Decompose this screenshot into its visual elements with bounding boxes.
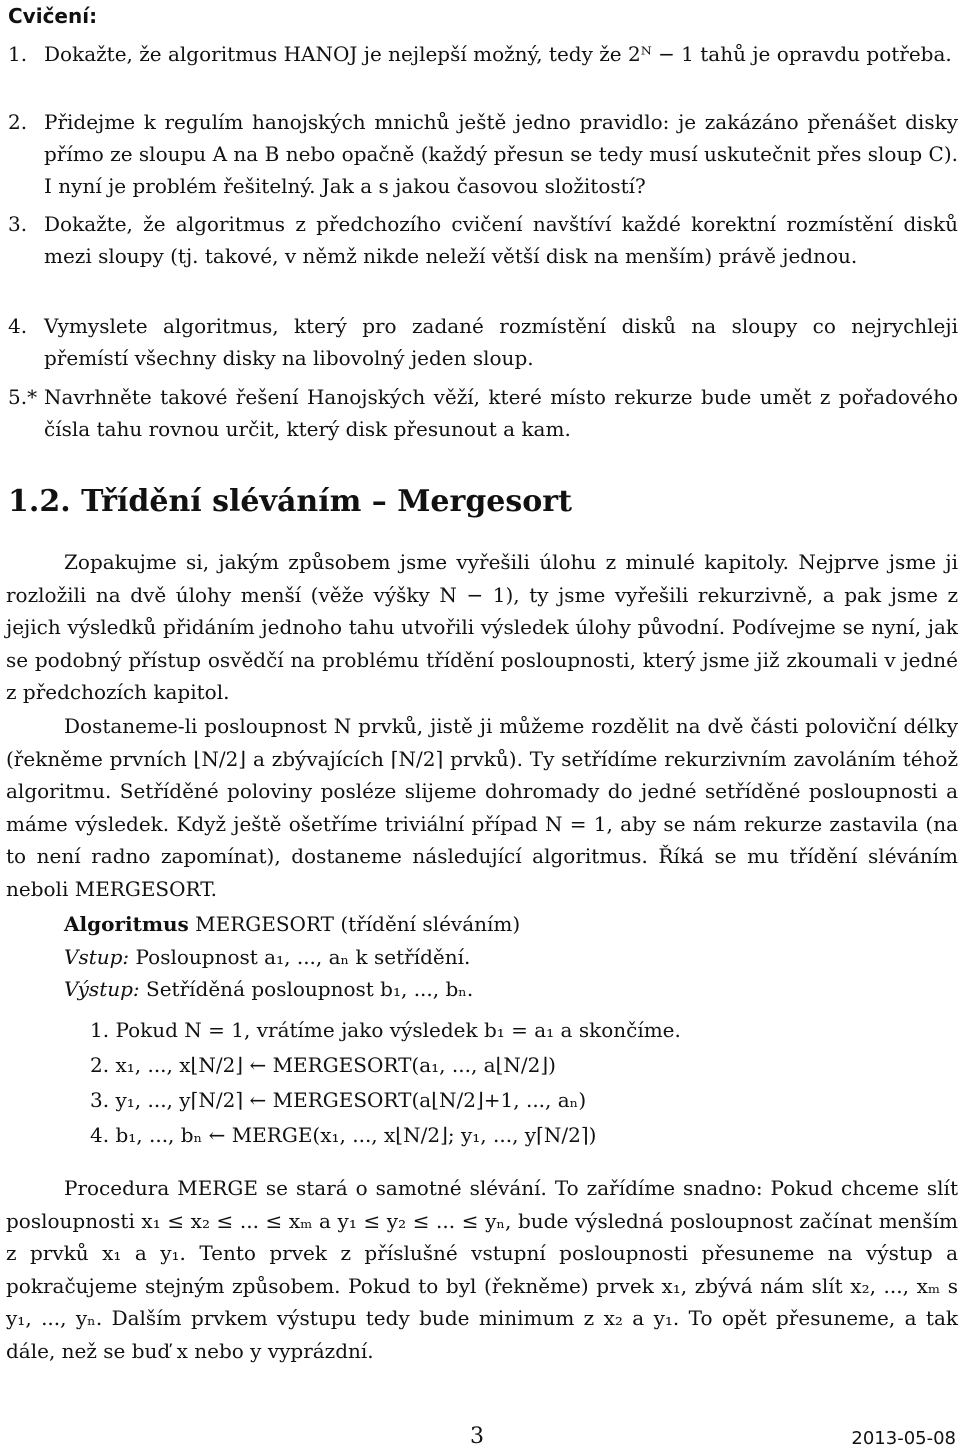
exercise-number: 4.: [8, 314, 28, 338]
algorithm-subtitle: (třídění sléváním): [340, 912, 521, 936]
input-label: Vstup:: [64, 944, 130, 969]
page-number: 3: [470, 1424, 484, 1449]
algorithm-step: [90, 1119, 954, 1154]
exercise-number: 2.: [8, 110, 28, 134]
algorithm-input: [64, 941, 954, 974]
algorithm-steps: [90, 1014, 954, 1154]
exercise-item: [8, 381, 958, 445]
input-text: Posloupnost a₁, ..., aₙ k setřídění.: [135, 944, 471, 969]
step-number: 3.: [90, 1087, 110, 1112]
exercise-text: Vymyslete algoritmus, který pro zadané rozmístění disků na sloupy co nejrychleji přemístí všechny disky na libovolný jeden sloup.: [44, 314, 958, 370]
paragraph: Dostaneme-li posloupnost N prvků, jistě ji můžeme rozdělit na dvě části poloviční délky (řekněme prvních ⌊N/2⌋ a zbývajících ⌈N/2⌉ prvků). Ty setřídíme rekurzivním zavoláním téhož algoritmu. Setříděné poloviny posléze slijeme dohromady do jedné setříděné posloupnosti a máme výsledek. Když ještě ošetříme triviální případ N = 1, aby se nám rekurze zastavila (na to není radno zapomínat), dostaneme následující algoritmus. Říká se mu třídění sléváním neboli MERGESORT.: [6, 714, 958, 901]
exercises-heading: Cvičení:: [8, 4, 98, 28]
paragraph: Procedura MERGE se stará o samotné slévání. To zařídíme snadno: Pokud chceme slít posloupnosti x₁ ≤ x₂ ≤ ... ≤ xₘ a y₁ ≤ y₂ ≤ ... ≤ yₙ, bude výsledná posloupnost začínat menším z prvků x₁ a y₁. Tento prvek z příslušné vstupní posloupnosti přesuneme na výstup a pokračujeme stejným způsobem. Pokud to byl (řekněme) prvek x₁, zbývá nám slít x₂, ..., xₘ s y₁, ..., yₙ. Dalším prvkem výstupu tedy bude minimum z x₂ a y₁. To opět přesuneme, a tak dále, než se buď x nebo y vyprázdní.: [6, 1176, 958, 1363]
exercise-text: Navrhněte takové řešení Hanojských věží, které místo rekurze bude umět z pořadového čísla tahu rovnou určit, který disk přesunout a kam.: [44, 385, 958, 441]
exercise-text: Přidejme k regulím hanojských mnichů ještě jedno pravidlo: je zakázáno přenášet disky přímo ze sloupu A na B nebo opačně (každý přesun se tedy musí uskutečnit přes sloup C). I nyní je problém řešitelný. Jak a s jakou časovou složitostí?: [44, 110, 958, 198]
step-number: 2.: [90, 1052, 110, 1077]
paragraph: Zopakujme si, jakým způsobem jsme vyřešili úlohu z minulé kapitoly. Nejprve jsme ji rozložili na dvě úlohy menší (věže výšky N − 1), ty jsme vyřešili rekurzivně, a pak jsme z jejich výsledků přidáním jednoho tahu utvořili výsledek úlohy původní. Podívejme se nyní, jak se podobný přístup osvědčí na problému třídění posloupnosti, který jsme již zkoumali v jedné z předchozích kapitol.: [6, 550, 958, 704]
step-number: 1.: [90, 1017, 110, 1042]
exercise-text: Dokažte, že algoritmus HANOJ je nejlepší možný, tedy že 2ᴺ − 1 tahů je opravdu potřeba.: [44, 42, 952, 66]
step-text: b₁, ..., bₙ ← MERGE(x₁, ..., x⌊N/2⌋; y₁, ..., y⌈N/2⌉): [115, 1122, 597, 1147]
exercise-number: 1.: [8, 42, 28, 66]
exercise-number: 3.: [8, 212, 28, 236]
algorithm-step: [90, 1049, 954, 1084]
step-text: x₁, ..., x⌊N/2⌋ ← MERGESORT(a₁, ..., a⌊N/2⌋): [115, 1052, 556, 1077]
exercise-item: [8, 38, 958, 70]
algorithm-step: [90, 1084, 954, 1119]
algorithm-header: [64, 908, 954, 941]
algorithm-step: [90, 1014, 954, 1049]
exercise-item: [8, 208, 958, 272]
exercise-text: Dokažte, že algoritmus z předchozího cvičení navštíví každé korektní rozmístění disků mezi sloupy (tj. takové, v němž nikde neleží větší disk na menším) právě jednou.: [44, 212, 958, 268]
exercise-item: [8, 106, 958, 202]
step-text: y₁, ..., y⌈N/2⌉ ← MERGESORT(a⌊N/2⌋+1, ..., aₙ): [115, 1087, 587, 1112]
algorithm-box: [64, 908, 954, 1154]
step-text: Pokud N = 1, vrátíme jako výsledek b₁ = a₁ a skončíme.: [115, 1017, 681, 1042]
footer-date: 2013-05-08: [851, 1428, 956, 1449]
section-title: 1.2. Třídění sléváním – Mergesort: [8, 484, 572, 519]
output-text: Setříděná posloupnost b₁, ..., bₙ.: [146, 977, 474, 1001]
step-number: 4.: [90, 1122, 110, 1147]
exercise-number: 5.*: [8, 385, 38, 409]
output-label: Výstup:: [64, 977, 140, 1001]
algorithm-label: Algoritmus: [64, 912, 189, 936]
exercise-item: [8, 310, 958, 374]
algorithm-name: MERGESORT: [195, 912, 334, 936]
algorithm-output: [64, 973, 954, 1006]
